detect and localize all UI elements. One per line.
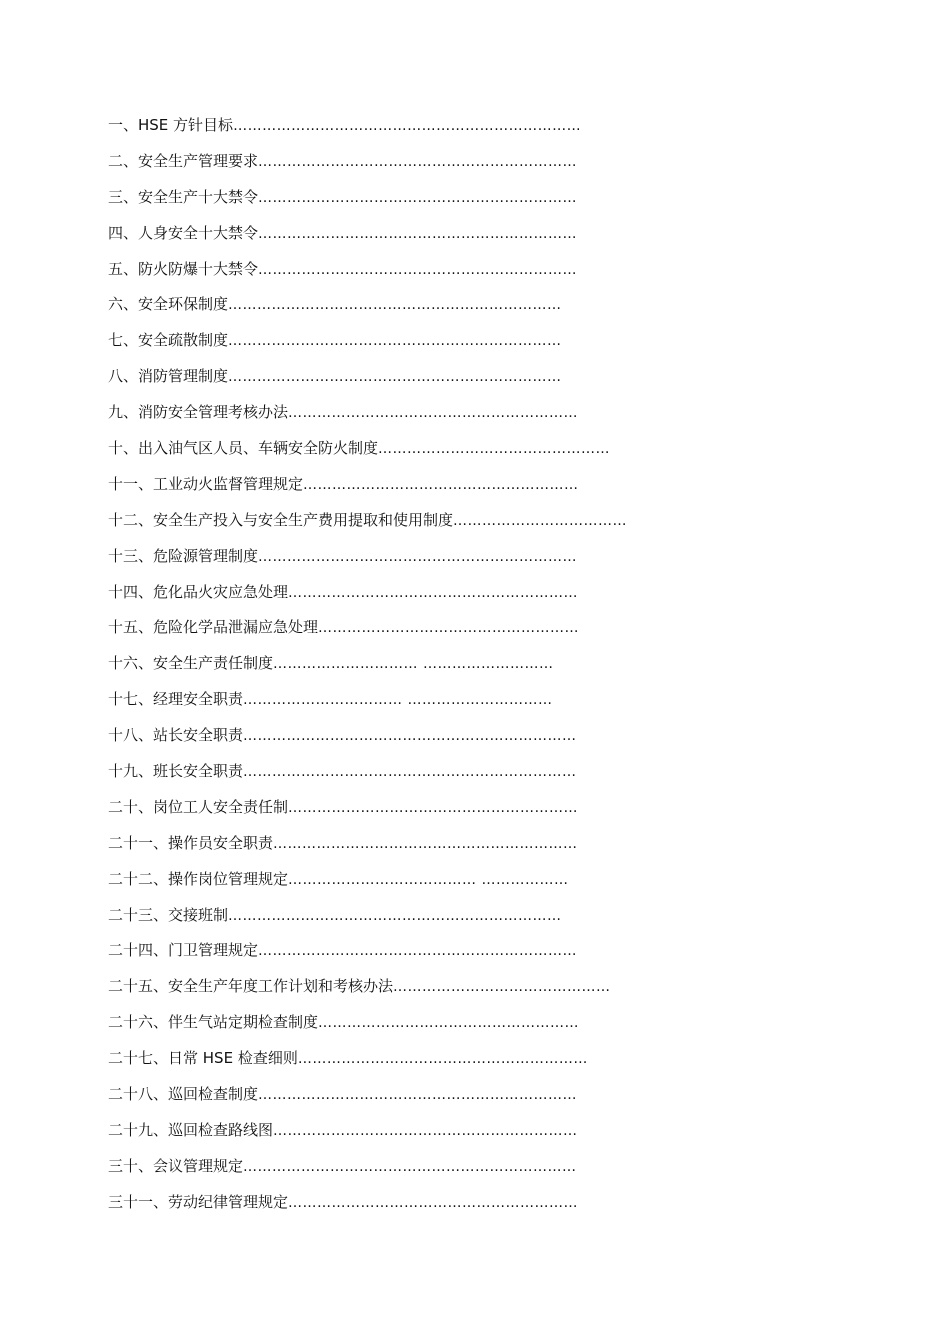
toc-entry[interactable]	[108, 939, 728, 975]
toc-entry-leader-dots: ……………………………………………………………	[243, 1158, 577, 1175]
toc-entry-title: 三十、会议管理规定	[108, 1156, 244, 1175]
table-of-contents	[108, 114, 728, 1227]
toc-entry-leader-dots: ………………………………………………………	[273, 1122, 578, 1139]
toc-entry[interactable]	[108, 688, 728, 724]
toc-entry[interactable]	[108, 796, 728, 832]
toc-entry-leader-dots: ………………………………………………	[318, 620, 580, 637]
toc-entry[interactable]	[108, 1083, 728, 1119]
toc-entry-leader-dots: …………………………………………………………	[258, 1087, 578, 1104]
toc-entry-leader-dots: ……………………………………………………………	[228, 297, 562, 314]
toc-entry-title: 十三、危险源管理制度	[108, 546, 259, 565]
toc-entry-leader-dots: …………………………………………	[378, 441, 611, 458]
toc-entry[interactable]	[108, 150, 728, 186]
toc-entry-title: 七、安全疏散制度	[108, 331, 229, 350]
toc-entry[interactable]	[108, 258, 728, 294]
toc-entry-leader-dots: ……………………………………………………	[288, 584, 579, 601]
toc-entry[interactable]	[108, 760, 728, 796]
toc-entry-leader-dots: …………………………………………………………	[258, 153, 578, 170]
toc-entry-title: 二十一、操作员安全职责	[108, 833, 274, 852]
toc-entry-leader-dots: ……………………………………………………	[288, 405, 579, 422]
toc-entry-title: 十六、安全生产责任制度	[108, 654, 274, 673]
toc-entry-title: 十二、安全生产投入与安全生产费用提取和使用制度	[108, 510, 454, 529]
toc-entry-title: 三十一、劳动纪律管理规定	[108, 1192, 289, 1211]
toc-entry[interactable]	[108, 401, 728, 437]
toc-entry-title: 十八、站长安全职责	[108, 726, 244, 745]
toc-entry[interactable]	[108, 652, 728, 688]
toc-entry-leader-dots: ………………………………	[453, 512, 628, 529]
toc-entry[interactable]	[108, 365, 728, 401]
toc-entry-leader-dots: ………………………………………………………………	[233, 118, 582, 134]
toc-entry-title: 二十二、操作岗位管理规定	[108, 869, 289, 888]
toc-entry-leader-dots: ……………………………………………………………	[243, 764, 577, 781]
toc-entry-leader-dots: …………………………………………………………	[258, 943, 578, 960]
toc-entry-leader-dots: ………………………………… ………………	[288, 871, 569, 888]
toc-entry[interactable]	[108, 1011, 728, 1047]
toc-entry-title: 二十三、交接班制	[108, 905, 229, 924]
toc-entry-leader-dots: …………………………………………………………	[258, 225, 578, 242]
toc-entry-title: 九、消防安全管理考核办法	[108, 403, 289, 422]
toc-entry-leader-dots: ……………………………………………………	[297, 1051, 588, 1068]
toc-entry[interactable]	[108, 437, 728, 473]
toc-entry[interactable]	[108, 329, 728, 365]
toc-entry[interactable]	[108, 1119, 728, 1155]
toc-entry-leader-dots: ………………………………………	[393, 979, 611, 996]
toc-entry-leader-dots: …………………………… …………………………	[243, 692, 553, 709]
toc-entry[interactable]	[108, 509, 728, 545]
toc-entry-title: 一、HSE 方针目标	[108, 116, 234, 134]
toc-entry[interactable]	[108, 114, 728, 150]
toc-entry-title: 二十五、安全生产年度工作计划和考核办法	[108, 977, 394, 996]
toc-entry-title: 十九、班长安全职责	[108, 762, 244, 781]
toc-entry-leader-dots: ……………………………………………………	[288, 1194, 579, 1211]
toc-entry-leader-dots: ……………………………………………………………	[228, 333, 562, 350]
toc-entry-title: 四、人身安全十大禁令	[108, 223, 259, 242]
toc-entry-title: 二十八、巡回检查制度	[108, 1085, 259, 1104]
toc-entry-leader-dots: …………………………………………………………	[258, 548, 578, 565]
toc-entry-leader-dots: ………………………………………………	[318, 1015, 580, 1032]
toc-entry-title: 十四、危化品火灾应急处理	[108, 582, 289, 601]
toc-entry[interactable]	[108, 581, 728, 617]
toc-entry-title: 二十六、伴生气站定期检查制度	[108, 1013, 319, 1032]
toc-entry-title: 二十、岗位工人安全责任制	[108, 797, 289, 816]
toc-entry-title: 五、防火防爆十大禁令	[108, 259, 259, 278]
toc-entry-leader-dots: ………………………… ………………………	[273, 656, 554, 673]
toc-entry-leader-dots: ……………………………………………………………	[228, 907, 562, 924]
toc-entry-title: 十七、经理安全职责	[108, 690, 244, 709]
toc-entry-title: 十、出入油气区人员、车辆安全防火制度	[108, 439, 379, 458]
toc-entry-title: 二十四、门卫管理规定	[108, 941, 259, 960]
toc-entry-title: 十五、危险化学品泄漏应急处理	[108, 618, 319, 637]
toc-entry[interactable]	[108, 1155, 728, 1191]
toc-entry-leader-dots: ……………………………………………………………	[228, 369, 562, 386]
toc-entry-title: 六、安全环保制度	[108, 295, 229, 314]
toc-entry-leader-dots: …………………………………………………	[303, 476, 579, 493]
toc-entry[interactable]	[108, 616, 728, 652]
toc-entry-leader-dots: …………………………………………………………	[258, 189, 578, 206]
toc-entry[interactable]	[108, 545, 728, 581]
toc-entry[interactable]	[108, 724, 728, 760]
toc-entry[interactable]	[108, 868, 728, 904]
toc-entry[interactable]	[108, 1047, 728, 1083]
toc-entry[interactable]	[108, 222, 728, 258]
toc-entry-title: 十一、工业动火监督管理规定	[108, 474, 304, 493]
toc-entry-title: 二十七、日常 HSE 检查细则	[108, 1049, 298, 1068]
toc-entry[interactable]	[108, 186, 728, 222]
toc-entry-title: 三、安全生产十大禁令	[108, 187, 259, 206]
toc-entry[interactable]	[108, 293, 728, 329]
toc-entry-title: 八、消防管理制度	[108, 367, 229, 386]
toc-entry-leader-dots: ……………………………………………………………	[243, 728, 577, 745]
toc-entry[interactable]	[108, 473, 728, 509]
toc-entry[interactable]	[108, 904, 728, 940]
toc-entry[interactable]	[108, 832, 728, 868]
toc-entry[interactable]	[108, 975, 728, 1011]
toc-entry-leader-dots: ………………………………………………………	[273, 835, 578, 852]
toc-entry-leader-dots: ……………………………………………………	[288, 799, 579, 816]
toc-entry[interactable]	[108, 1191, 728, 1227]
toc-entry-title: 二十九、巡回检查路线图	[108, 1120, 274, 1139]
toc-entry-leader-dots: …………………………………………………………	[258, 261, 578, 278]
toc-entry-title: 二、安全生产管理要求	[108, 151, 259, 170]
